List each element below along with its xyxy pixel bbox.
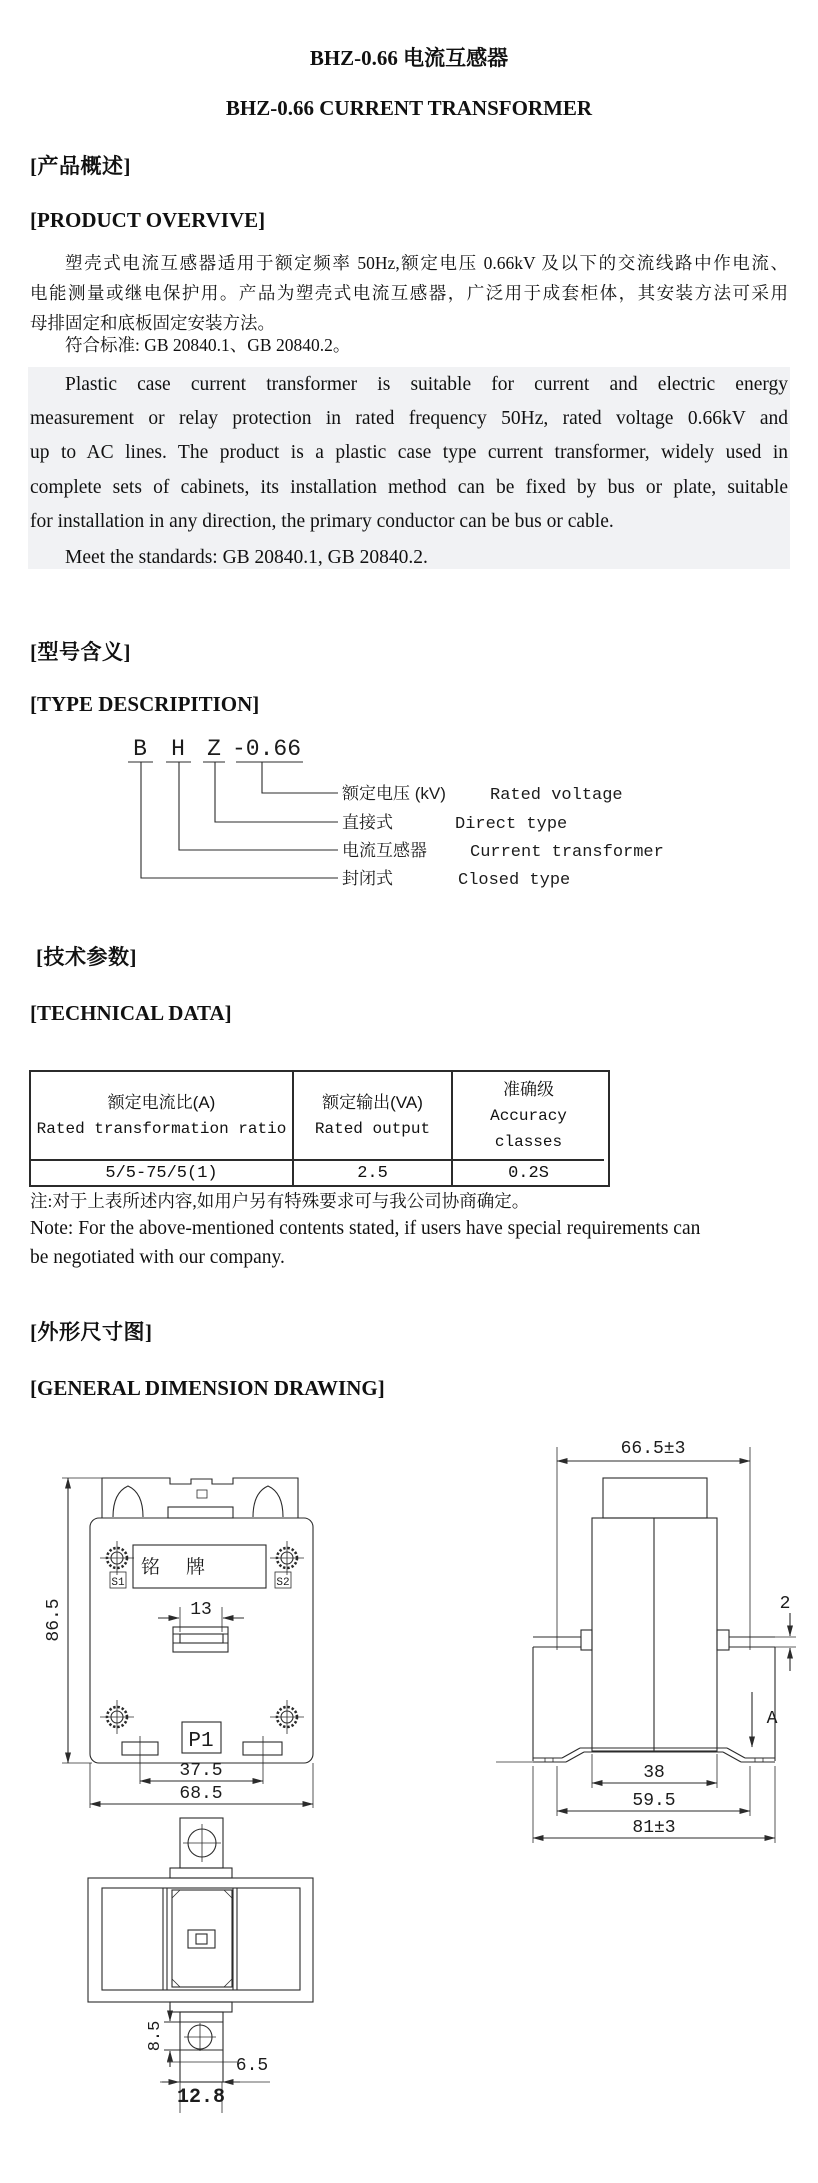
table-header-ratio bbox=[31, 1072, 292, 1159]
type-heading-cn: [型号含义] bbox=[30, 640, 131, 664]
code-label-en: Rated voltage bbox=[490, 786, 623, 805]
bottom-view-drawing bbox=[88, 1818, 313, 2113]
table-header-en: Rated transformation ratio bbox=[36, 1119, 287, 1138]
code-label-en: Current transformer bbox=[470, 843, 664, 862]
front-view-drawing bbox=[44, 1478, 313, 1808]
front-width-dim: 68.5 bbox=[179, 1784, 223, 1804]
technical-heading-en: [TECHNICAL DATA] bbox=[30, 1001, 232, 1025]
overview-heading-en: [PRODUCT OVERVIVE] bbox=[30, 208, 266, 232]
overview-en-line: for installation in any direction, the primary conductor can be bus or cable. bbox=[30, 511, 614, 532]
overview-en-line: complete sets of cabinets, its installation method can be fixed by bus or plate, suitable bbox=[30, 477, 788, 498]
screw-terminal bbox=[270, 1700, 304, 1734]
screw-terminal bbox=[270, 1541, 304, 1575]
table-note-en: be negotiated with our company. bbox=[30, 1247, 285, 1268]
code-label-cn: 电流互感器 bbox=[342, 841, 427, 860]
table-header-en: classes bbox=[494, 1132, 563, 1151]
overview-cn-line: 符合标准: GB 20840.1、GB 20840.2。 bbox=[65, 335, 351, 355]
overview-en-line: measurement or relay protection in rated frequency 50Hz, rated voltage 0.66kV and bbox=[30, 408, 788, 429]
overview-heading-cn: [产品概述] bbox=[30, 154, 131, 178]
side-a-label: A bbox=[766, 1709, 778, 1729]
overview-en-line: up to AC lines. The product is a plastic case type current transformer, widely used in bbox=[30, 442, 788, 463]
overview-cn-line: 塑壳式电流互感器适用于额定频率 50Hz,额定电压 0.66kV 及以下的交流线路中作电流、 bbox=[65, 253, 788, 273]
table-header-cn: 额定电流比(A) bbox=[107, 1092, 216, 1112]
overview-en-highlight bbox=[28, 367, 790, 569]
type-heading-en: [TYPE DESCRIPITION] bbox=[30, 692, 260, 716]
front-height-dim: 86.5 bbox=[44, 1598, 64, 1642]
p1-terminal-label: P1 bbox=[188, 1730, 214, 1753]
bottom-hole-dim: 6.5 bbox=[235, 2056, 269, 2076]
technical-table bbox=[29, 1070, 610, 1187]
side-thickness-dim: 2 bbox=[779, 1594, 791, 1614]
table-note-en: Note: For the above-mentioned contents stated, if users have special requirements can bbox=[30, 1218, 701, 1239]
dimension-drawings bbox=[0, 1420, 818, 2183]
table-cell-ratio: 5/5-75/5(1) bbox=[31, 1159, 292, 1185]
dimension-heading-en: [GENERAL DIMENSION DRAWING] bbox=[30, 1376, 385, 1400]
table-header-en: Rated output bbox=[314, 1119, 431, 1138]
side-view-drawing bbox=[496, 1439, 796, 1843]
table-header-output bbox=[292, 1072, 451, 1159]
table-header-cn: 准确级 bbox=[503, 1079, 554, 1099]
code-suffix: -0.66 bbox=[232, 736, 302, 762]
front-window-dim: 13 bbox=[190, 1600, 212, 1620]
overview-cn-line: 母排固定和底板固定安装方法。 bbox=[30, 313, 275, 333]
nameplate-label: 铭牌 bbox=[140, 1557, 232, 1578]
screw-terminal bbox=[100, 1541, 134, 1575]
page-title-en: BHZ-0.66 CURRENT TRANSFORMER bbox=[225, 96, 593, 120]
front-span-dim: 37.5 bbox=[179, 1761, 223, 1781]
code-label-cn: 封闭式 bbox=[342, 869, 393, 888]
type-code-diagram bbox=[60, 735, 680, 900]
terminal-s2-label: S2 bbox=[276, 1577, 290, 1589]
code-letter-b: B bbox=[133, 736, 147, 762]
table-header-en: Accuracy bbox=[490, 1106, 567, 1125]
side-mid-dim: 59.5 bbox=[632, 1791, 676, 1811]
code-connector-lines bbox=[141, 762, 338, 878]
page-title-cn: BHZ-0.66 电流互感器 bbox=[309, 46, 509, 70]
table-cell-output: 2.5 bbox=[292, 1159, 451, 1185]
table-header-accuracy bbox=[451, 1072, 604, 1159]
overview-en-line: Plastic case current transformer is suitable for current and electric energy bbox=[65, 374, 788, 395]
table-note-cn: 注:对于上表所述内容,如用户另有特殊要求可与我公司协商确定。 bbox=[30, 1191, 530, 1211]
code-label-cn: 额定电压 (kV) bbox=[342, 784, 446, 803]
side-core-dim: 38 bbox=[643, 1763, 665, 1783]
bottom-hole-offset-dim: 8.5 bbox=[146, 2020, 165, 2052]
screw-terminal bbox=[100, 1700, 134, 1734]
dimension-heading-cn: [外形尺寸图] bbox=[30, 1320, 153, 1344]
table-cell-accuracy: 0.2S bbox=[451, 1159, 604, 1185]
bottom-tab-width-dim: 12.8 bbox=[176, 2086, 226, 2109]
technical-heading-cn: [技术参数] bbox=[36, 945, 137, 969]
code-label-en: Direct type bbox=[455, 815, 568, 834]
side-base-dim: 81±3 bbox=[632, 1818, 676, 1838]
side-top-dim: 66.5±3 bbox=[620, 1439, 686, 1459]
code-letter-z: Z bbox=[207, 736, 221, 762]
terminal-s1-label: S1 bbox=[111, 1577, 125, 1589]
code-letter-h: H bbox=[171, 736, 185, 762]
code-label-en: Closed type bbox=[458, 871, 571, 890]
table-header-cn: 额定输出(VA) bbox=[322, 1092, 423, 1112]
code-label-cn: 直接式 bbox=[342, 813, 393, 832]
overview-cn-line: 电能测量或继电保护用。产品为塑壳式电流互感器，广泛用于成套柜体，其安装方法可采用 bbox=[30, 283, 788, 303]
overview-en-line: Meet the standards: GB 20840.1, GB 20840.2. bbox=[65, 547, 428, 568]
